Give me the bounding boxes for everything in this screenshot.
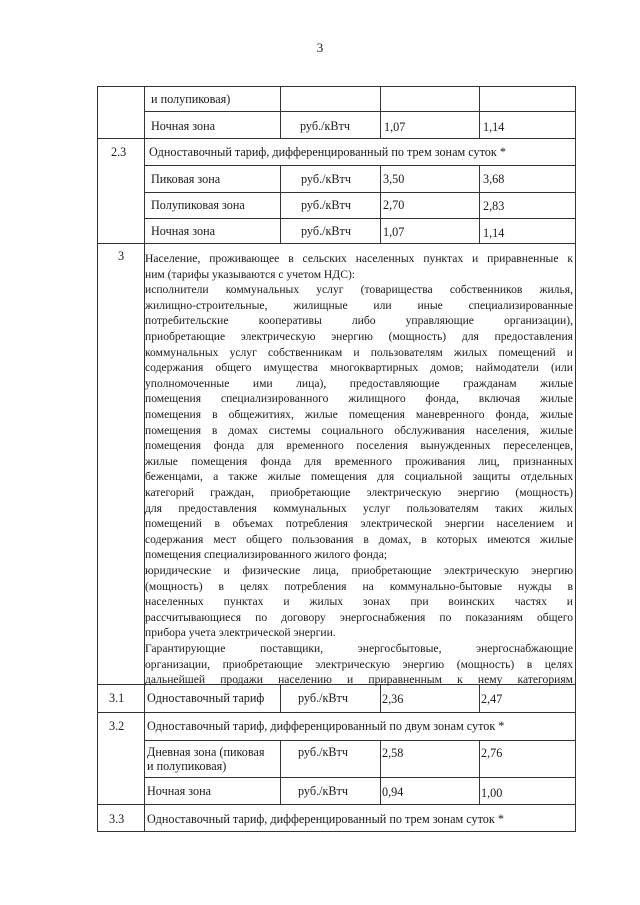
description-line: юридические и физические лица, приобретающие электрическую энергию (145, 564, 573, 577)
col-border (575, 86, 576, 832)
tariff-value: 2,36 (382, 692, 404, 706)
description-line: помещения специализированного жилого фонда; (145, 548, 388, 562)
tariff-value: 2,70 (383, 198, 405, 212)
row-border (97, 712, 576, 713)
tariff-title: Одноставочный тариф, дифференцированный по двум зонам суток * (147, 719, 505, 733)
col-border (479, 86, 480, 138)
tariff-title: Одноставочный тариф, дифференцированный по трем зонам суток * (147, 812, 504, 826)
description-line: ним (тарифы указываются с учетом НДС): (145, 267, 356, 281)
row-border (97, 243, 576, 244)
row-number: 3.3 (109, 812, 125, 826)
description-line: рассчитывающиеся по договору энергоснабжения по показаниям общего (145, 610, 573, 624)
tariff-value: 3,68 (483, 172, 505, 186)
col-border (380, 165, 381, 243)
tariff-name: Одноставочный тариф (147, 691, 265, 705)
tariff-unit: руб./кВтч (301, 172, 352, 186)
tariff-value: 1,14 (483, 120, 505, 134)
description-line: жилищно-строительные, жилищные или иные специализированные (145, 298, 573, 312)
tariff-name: Ночная зона (151, 224, 216, 238)
tariff-value: 1,07 (384, 120, 406, 134)
row-border (97, 831, 576, 832)
col-border (280, 740, 281, 804)
description-line: потребительские кооперативы либо управляющие организации), (145, 314, 573, 328)
description-line: помещения в общежитиях, жилые помещения маневренного фонда, жилые (145, 408, 573, 421)
description-line: коммунальных услуг собственникам и пользователям жилых помещений и (145, 345, 573, 359)
description-line: для предоставления коммунальных услуг пользователям таких жилых (145, 501, 573, 515)
tariff-value: 2,47 (481, 692, 503, 706)
description-line: содержания мест общего пользования в домах, в которых имеются жилые (145, 532, 573, 546)
row-number: 3.2 (109, 719, 125, 733)
col-border (479, 684, 480, 712)
row-border (144, 111, 576, 112)
col-border (380, 740, 381, 804)
description-line: помещения фонда для временного поселения вынужденных переселенцев, (145, 439, 573, 453)
tariff-name: и полупиковая) (147, 759, 227, 773)
tariff-value: 3,50 (383, 172, 405, 186)
description-line: уполномоченные ими лица), предоставляющие гражданам жилые (145, 376, 573, 390)
tariff-unit: руб./кВтч (298, 784, 349, 798)
col-border (479, 165, 480, 243)
row-border (97, 138, 576, 139)
tariff-value: 2,76 (481, 746, 503, 760)
description-line: содержания общего имущества многоквартирных домов; наймодатели (или (145, 361, 573, 375)
tariff-value: 1,07 (383, 225, 405, 239)
col-border (280, 684, 281, 712)
col-border (280, 86, 281, 138)
col-border (479, 740, 480, 804)
description-line: населенных пунктах и жилых зонах при воинских частях и (145, 595, 573, 609)
row-border (97, 86, 576, 87)
tariff-name: Полупиковая зона (151, 198, 245, 212)
col-border (280, 165, 281, 243)
description-line: прибора учета электрической энергии. (145, 626, 336, 640)
row-border (144, 218, 576, 219)
row-number: 2.3 (111, 145, 127, 159)
tariff-unit: руб./кВтч (298, 745, 349, 759)
tariff-value: 2,58 (382, 746, 404, 760)
tariff-unit: руб./кВтч (301, 224, 352, 238)
row-border (144, 777, 576, 778)
tariff-name: Пиковая зона (151, 172, 221, 186)
description-line: исполнители коммунальных услуг (товарищества собственников жилья, (145, 283, 573, 297)
description-line: организации, приобретающие электрическую энергию (мощность) в целях (145, 657, 573, 671)
description-line: дальнейшей продажи населению и приравненным к нему категориям (145, 673, 573, 687)
row-number: 3 (118, 249, 125, 263)
description-line: Население, проживающее в сельских населенных пунктах и приравненные к (145, 252, 573, 265)
row-border (144, 165, 576, 166)
col-border (380, 86, 381, 138)
tariff-value: 2,83 (483, 199, 505, 213)
page-number: 3 (316, 40, 324, 55)
tariff-name: Ночная зона (151, 119, 216, 133)
tariff-name: Дневная зона (пиковая (147, 745, 265, 759)
tariff-name: Ночная зона (147, 784, 212, 798)
description-line: (мощность) в целях потребления на коммунально-бытовые нужды в (145, 579, 573, 593)
description-line: помещения специализированного жилищного фонда, включая жилые (145, 392, 573, 406)
tariff-title: Одноставочный тариф, дифференцированный по трем зонам суток * (149, 145, 506, 159)
tariff-value: 1,14 (483, 226, 505, 240)
tariff-value: 1,00 (481, 786, 503, 800)
description-line: помещения в домах системы социального обслуживания населения, жилые (145, 423, 573, 437)
description-line: жилые помещения фонда для временного проживания лиц, признанных (145, 454, 573, 468)
tariff-unit: руб./кВтч (300, 119, 351, 133)
description-line: беженцами, а также жилые помещения для социальной защиты отдельных (145, 470, 573, 484)
row-border (144, 740, 576, 741)
tariff-unit: руб./кВтч (298, 691, 349, 705)
description-line: категорий граждан, приобретающие электрическую энергию (мощность) (145, 486, 573, 499)
row-border (144, 192, 576, 193)
description-line: приобретающие электрическую энергию (мощность) для предоставления (145, 330, 573, 343)
row-border (97, 804, 576, 805)
col-border (380, 684, 381, 712)
description-line: Гарантирующие поставщики, энергосбытовые, энергоснабжающие (145, 642, 573, 655)
description-line: помещений в объемах потребления электрической энергии населением и (145, 517, 573, 531)
tariff-value: 0,94 (382, 785, 404, 799)
tariff-unit: руб./кВтч (301, 198, 352, 212)
row-number: 3.1 (109, 691, 125, 705)
tariff-name: и полупиковая) (151, 92, 231, 106)
col-border (97, 86, 98, 832)
